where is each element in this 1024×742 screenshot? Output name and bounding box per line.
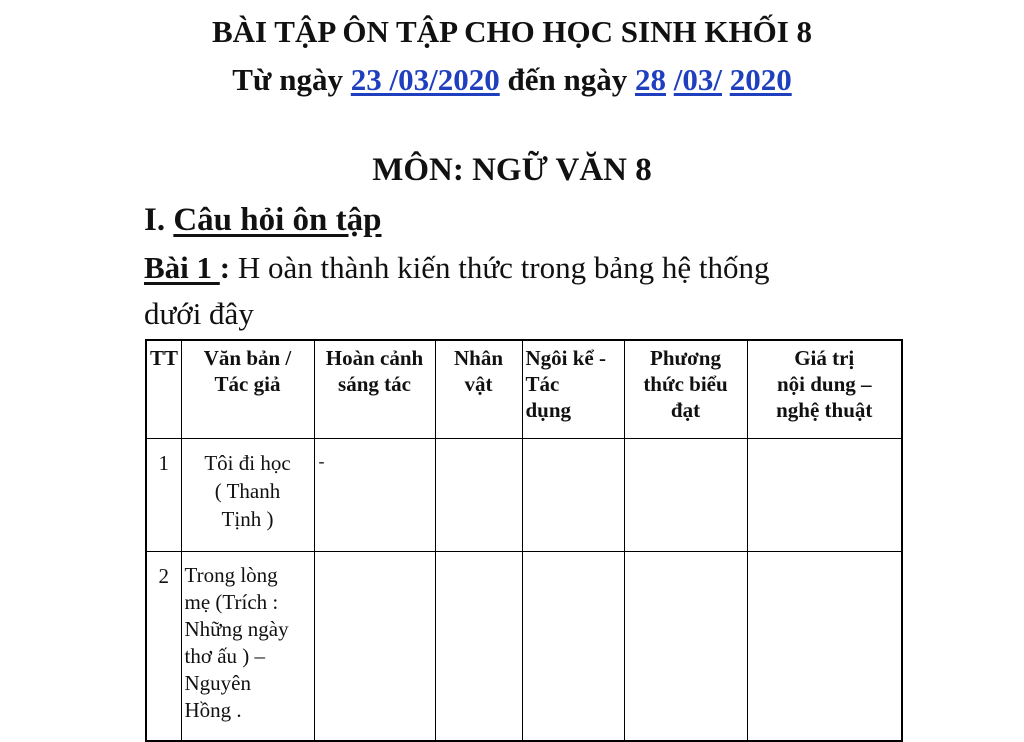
table-header-row <box>146 340 902 438</box>
character-cell <box>435 438 522 551</box>
work-line: Nguyên <box>184 670 251 695</box>
header-context-line: Hoàn cảnh <box>325 346 424 370</box>
date-to-year-link[interactable]: 2020 <box>729 62 792 97</box>
knowledge-table <box>145 339 903 742</box>
narration-cell <box>522 551 624 741</box>
context-cell <box>314 551 435 741</box>
header-narration <box>522 340 624 438</box>
date-mid: đến ngày <box>499 62 635 97</box>
context-cell: - <box>314 438 435 551</box>
task-line-1 <box>144 250 770 286</box>
header-tt: TT <box>146 340 181 438</box>
header-narration-line: Tác <box>525 372 560 396</box>
document-title: BÀI TẬP ÔN TẬP CHO HỌC SINH KHỐI 8 <box>211 14 813 49</box>
header-work-line: Văn bản / <box>203 346 292 370</box>
header-value-line: nội dung – <box>776 372 872 396</box>
table-row <box>146 551 902 741</box>
section-title: Câu hỏi ôn tập <box>173 202 382 238</box>
value-cell <box>747 438 902 551</box>
work-cell <box>181 551 314 741</box>
work-cell <box>181 438 314 551</box>
header-character-line: Nhân <box>453 346 504 370</box>
header-value-line: Giá trị <box>794 346 855 370</box>
header-mode-line: đạt <box>670 398 701 422</box>
header-mode-line: thức biểu <box>643 372 728 396</box>
narration-cell <box>522 438 624 551</box>
header-value-line: nghệ thuật <box>776 398 873 422</box>
header-value <box>747 340 902 438</box>
header-work <box>181 340 314 438</box>
date-from-link[interactable]: 23 /03/2020 <box>350 62 500 97</box>
work-line: Hồng . <box>184 697 242 722</box>
header-character <box>435 340 522 438</box>
table-row <box>146 438 902 551</box>
work-line: mẹ (Trích : <box>184 589 279 614</box>
section-number: I. <box>144 202 174 238</box>
work-line: Tịnh ) <box>221 506 274 531</box>
section-heading <box>144 202 382 239</box>
date-to-month-link[interactable]: /03/ <box>673 62 722 97</box>
date-prefix: Từ ngày <box>232 62 351 97</box>
header-mode-line: Phương <box>650 346 721 370</box>
header-work-line: Tác giả <box>214 372 281 396</box>
date-to-day-link[interactable]: 28 <box>635 62 666 97</box>
task-text-1: H oàn thành kiến thức trong bảng hệ thống <box>230 250 770 285</box>
subject-heading: MÔN: NGỮ VĂN 8 <box>372 152 652 188</box>
header-mode <box>624 340 747 438</box>
task-label: Bài 1 <box>144 250 220 285</box>
work-line: Trong lòng <box>184 562 278 587</box>
work-line: Tôi đi học <box>204 450 291 475</box>
row-number: 1 <box>146 438 181 551</box>
header-character-line: vật <box>464 372 493 396</box>
mode-cell <box>624 438 747 551</box>
mode-cell <box>624 551 747 741</box>
header-context <box>314 340 435 438</box>
task-colon: : <box>219 250 231 285</box>
work-line: ( Thanh <box>214 478 281 503</box>
header-narration-line: dụng <box>525 398 572 422</box>
header-narration-line: Ngôi kể - <box>525 346 606 370</box>
date-range <box>0 62 1024 98</box>
value-cell <box>747 551 902 741</box>
header-context-line: sáng tác <box>338 372 411 396</box>
character-cell <box>435 551 522 741</box>
task-line-2: dưới đây <box>144 296 254 331</box>
work-line: Những ngày <box>184 616 289 641</box>
work-line: thơ ấu ) – <box>184 643 266 668</box>
row-number: 2 <box>146 551 181 741</box>
